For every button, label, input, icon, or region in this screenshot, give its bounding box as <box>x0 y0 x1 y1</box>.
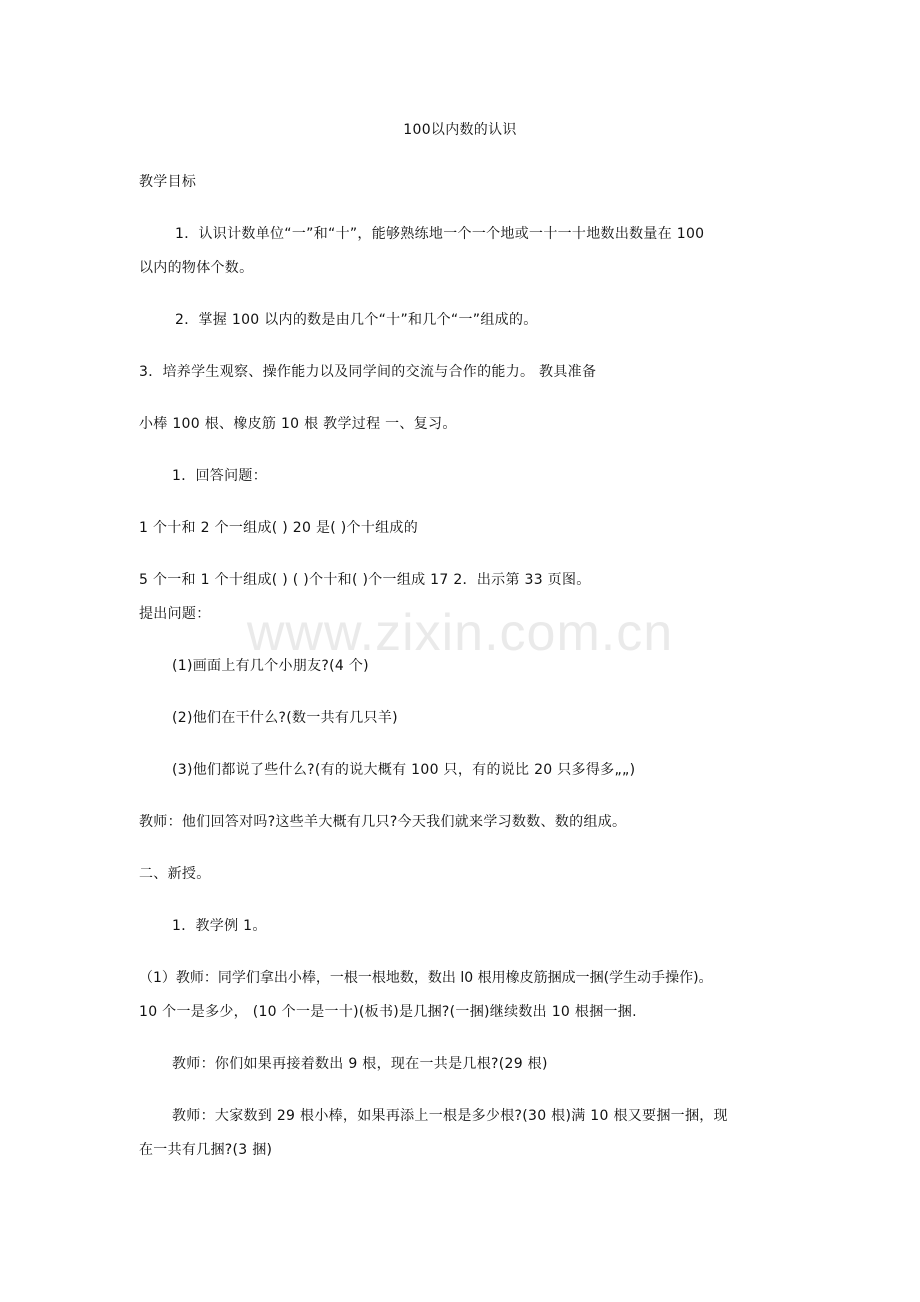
text-line: 1 个十和 2 个一组成( ) 20 是( )个十组成的 <box>139 520 419 536</box>
text-line: 以内的物体个数。 <box>139 260 254 276</box>
text-line: 教师：你们如果再接着数出 9 根，现在一共是几根?(29 根) <box>172 1056 548 1072</box>
text-line: 10 个一是多少， (10 个一是一十)(板书)是几捆?(一捆)继续数出 10 根捆一捆. <box>139 1004 637 1020</box>
text-line: 1．回答问题： <box>172 468 268 484</box>
watermark: www.zixin.com.cn <box>246 604 674 662</box>
text-line: 2．掌握 100 以内的数是由几个“十”和几个“一”组成的。 <box>175 312 538 328</box>
text-line: 教师：大家数到 29 根小棒，如果再添上一根是多少根?(30 根)满 10 根又要捆一捆，现 <box>172 1108 728 1124</box>
text-line: 1．认识计数单位“一”和“十”，能够熟练地一个一个地或一十一十地数出数量在 100 <box>175 226 705 242</box>
text-line: (2)他们在干什么?(数一共有几只羊) <box>172 710 398 726</box>
text-line: 教学目标 <box>139 174 197 190</box>
text-line: (1)画面上有几个小朋友?(4 个) <box>172 658 369 674</box>
text-line: 二、新授。 <box>139 866 211 882</box>
text-line: 1．教学例 1。 <box>172 918 267 934</box>
text-line: 教师：他们回答对吗?这些羊大概有几只?今天我们就来学习数数、数的组成。 <box>139 814 627 830</box>
text-line: （1）教师：同学们拿出小棒，一根一根地数，数出 l0 根用橡皮筋捆成一捆(学生动手操作)。 <box>139 970 713 986</box>
text-line: 在一共有几捆?(3 捆) <box>139 1142 273 1158</box>
text-line: 小棒 100 根、橡皮筋 10 根 教学过程 一、复习。 <box>139 416 457 432</box>
text-line: 3．培养学生观察、操作能力以及同学间的交流与合作的能力。 教具准备 <box>139 364 597 380</box>
text-line: 提出问题： <box>139 606 211 622</box>
text-line: (3)他们都说了些什么?(有的说大概有 100 只，有的说比 20 只多得多„„) <box>172 762 636 778</box>
text-line: 5 个一和 1 个十组成( ) ( )个十和( )个一组成 17 2．出示第 33 页图。 <box>139 572 591 588</box>
page-title: 100以内数的认识 <box>403 122 517 138</box>
